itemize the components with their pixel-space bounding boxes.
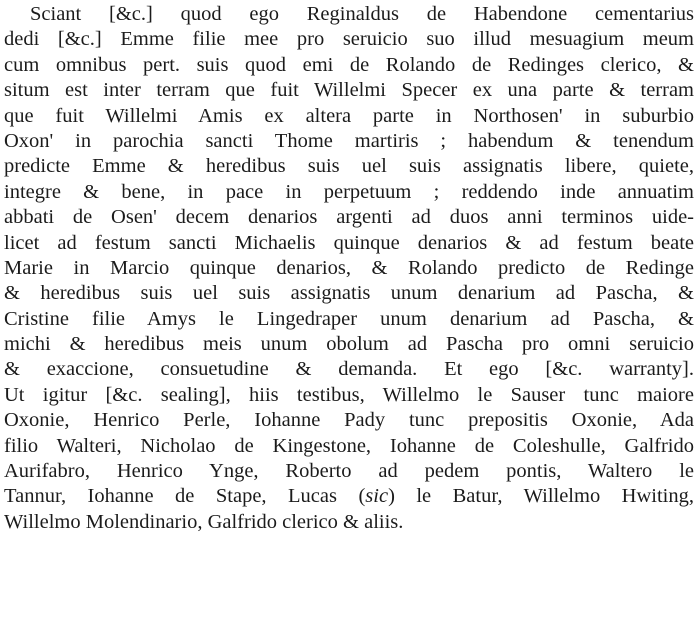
- text-line: licet ad festum sancti Michaelis quinque denarios & ad festum beate: [4, 231, 694, 254]
- text-line: michi & heredibus meis unum obolum ad Pascha pro omni seruicio: [4, 333, 694, 356]
- text-line: filio Walteri, Nicholao de Kingestone, Iohanne de Coleshulle, Galfrido: [4, 434, 694, 457]
- text-line: Willelmo Molendinario, Galfrido clerico & aliis.: [4, 510, 404, 533]
- text-line: integre & bene, in pace in perpetuum ; reddendo inde annuatim: [4, 180, 694, 203]
- text-line: cum omnibus pert. suis quod emi de Rolando de Redinges clerico, &: [4, 53, 694, 76]
- text-line: dedi [&c.] Emme filie mee pro seruicio suo illud mesuagium meum: [4, 28, 694, 51]
- text-line: Cristine filie Amys le Lingedraper unum denarium ad Pascha, &: [4, 307, 694, 330]
- sic-annotation: sic: [365, 485, 389, 508]
- text-line: predicte Emme & heredibus suis uel suis assignatis libere, quiete,: [4, 155, 694, 178]
- text-line: situm est inter terram que fuit Willelmi Specer ex una parte & terram: [4, 79, 694, 102]
- text-line: Sciant [&c.] quod ego Reginaldus de Habendone cementarius: [30, 3, 694, 25]
- text-line: Oxonie, Henrico Perle, Iohanne Pady tunc prepositis Oxonie, Ada: [4, 409, 694, 432]
- text-line: Oxon' in parochia sancti Thome martiris ; habendum & tenendum: [4, 129, 694, 152]
- text-line: Marie in Marcio quinque denarios, & Rolando predicto de Redinge: [4, 256, 694, 279]
- text-line: Tannur, Iohanne de Stape, Lucas (sic) le Batur, Willelmo Hwiting,: [4, 485, 694, 508]
- text-line: que fuit Willelmi Amis ex altera parte in Northosen' in suburbio: [4, 104, 694, 127]
- text-line: Ut igitur [&c. sealing], hiis testibus, Willelmo le Sauser tunc maiore: [4, 383, 694, 406]
- text-line: Aurifabro, Henrico Ynge, Roberto ad pedem pontis, Waltero le: [4, 460, 694, 483]
- charter-text: [4, 2, 694, 535]
- text-line: abbati de Osen' decem denarios argenti ad duos anni terminos uide-: [4, 206, 694, 229]
- text-line: & exaccione, consuetudine & demanda. Et ego [&c. warranty].: [4, 358, 694, 381]
- text-line: & heredibus suis uel suis assignatis unum denarium ad Pascha, &: [4, 282, 694, 305]
